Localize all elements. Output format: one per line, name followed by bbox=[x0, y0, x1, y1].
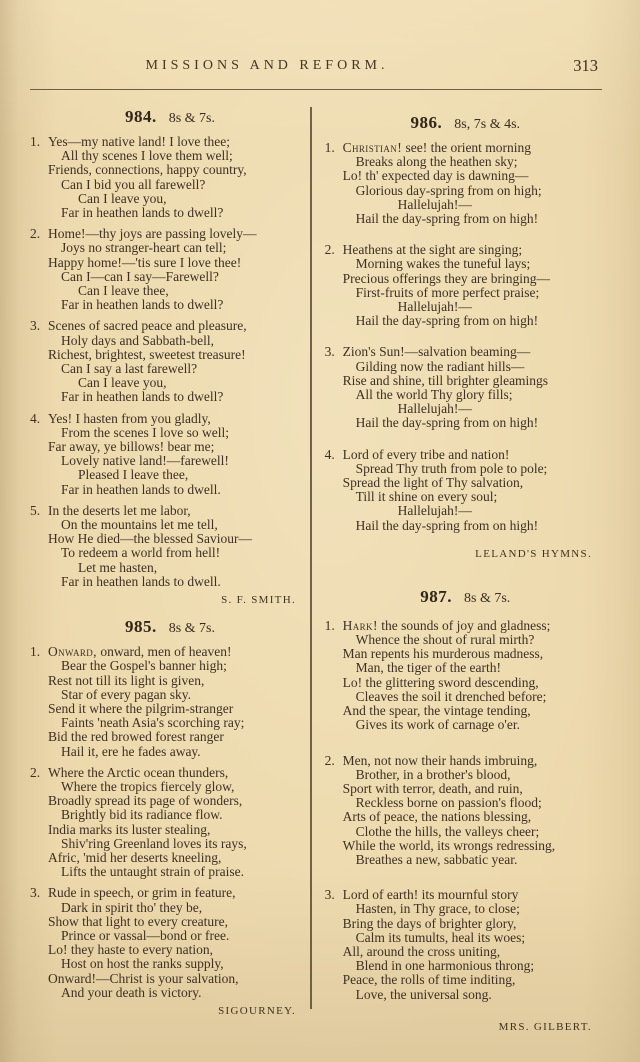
verse-line: How He died—the blessed Saviour— bbox=[48, 531, 252, 547]
verse-line: Onward, onward, men of heaven! bbox=[48, 644, 232, 660]
verse-line: Hail the day-spring from on high! bbox=[355, 415, 539, 431]
verse-line: First-fruits of more perfect praise; bbox=[355, 284, 540, 300]
hymn-number: 985. bbox=[124, 617, 157, 637]
verse-line: Men, not now their hands imbruing, bbox=[342, 752, 538, 768]
verse-line: Glorious day-spring from on high; bbox=[355, 182, 542, 198]
verse-line: Christian! see! the orient morning bbox=[342, 140, 532, 155]
verse-line: Hallelujah!— bbox=[397, 299, 472, 315]
verse-line: Shiv'ring Greenland loves its rays, bbox=[61, 835, 247, 851]
hymn-attribution: S. F. SMITH. bbox=[221, 594, 296, 607]
verse-line: Breathes a new, sabbatic year. bbox=[355, 851, 518, 867]
verse-number: 2. bbox=[30, 764, 41, 780]
hymn-meter: 8s & 7s. bbox=[168, 111, 216, 126]
verse-line: Cleaves the soil it drenched before; bbox=[355, 688, 547, 704]
verse-line: Can I say a last farewell? bbox=[61, 361, 198, 377]
verse-line: Hasten, in Thy grace, to close; bbox=[355, 901, 520, 917]
verse-line: Spread the light of Thy salvation, bbox=[342, 475, 524, 491]
hymn-heading bbox=[30, 612, 310, 639]
verse-number: 2. bbox=[30, 226, 41, 242]
verse-number: 3. bbox=[324, 344, 335, 360]
verse bbox=[325, 141, 606, 226]
verse-line: Friends, connections, happy country, bbox=[48, 162, 247, 178]
verse-line: While the world, its wrongs redressing, bbox=[342, 837, 556, 853]
verse-line: Can I bid you all farewell? bbox=[61, 176, 206, 192]
verse-number: 1. bbox=[30, 134, 41, 149]
verse-number: 4. bbox=[324, 446, 335, 462]
verse-line: Far in heathen lands to dwell? bbox=[61, 205, 224, 221]
verse-line: Far in heathen lands to dwell? bbox=[61, 389, 224, 405]
hymn-meter: 8s, 7s & 4s. bbox=[454, 117, 521, 132]
verse-line: Man, the tiger of the earth! bbox=[355, 660, 502, 676]
verse-number: 5. bbox=[30, 502, 41, 518]
verse-line: Lord of earth! its mournful story bbox=[342, 887, 519, 903]
verse-line: From the scenes I love so well; bbox=[61, 424, 229, 440]
verse-line: Bear the Gospel's banner high; bbox=[61, 658, 227, 674]
verse-line: Rise and shine, till brighter gleamings bbox=[342, 372, 549, 388]
page-number: 313 bbox=[573, 56, 598, 75]
verse-line: Rude in speech, or grim in feature, bbox=[48, 885, 236, 901]
verse-line: Star of every pagan sky. bbox=[61, 686, 191, 702]
verse bbox=[30, 504, 310, 589]
verse-line: Hark! the sounds of joy and gladness; bbox=[342, 617, 551, 633]
hymn-number: 987. bbox=[420, 586, 453, 606]
running-title: MISSIONS AND REFORM. bbox=[145, 58, 389, 73]
verse-line: Send it where the pilgrim-stranger bbox=[48, 700, 234, 716]
verse bbox=[30, 319, 310, 404]
verse-line: All, around the cross uniting, bbox=[342, 943, 501, 959]
verse-lines bbox=[48, 135, 247, 220]
verse-line: In the deserts let me labor, bbox=[48, 502, 191, 518]
verse-line: Love, the universal song. bbox=[355, 986, 492, 1002]
verse bbox=[325, 345, 606, 430]
verse-line: And your death is victory. bbox=[61, 984, 202, 1000]
verse bbox=[30, 412, 310, 497]
verse-line: Whence the shout of rural mirth? bbox=[355, 632, 535, 648]
hymn-attribution: SIGOURNEY. bbox=[218, 1004, 296, 1017]
verse-number: 1. bbox=[324, 140, 335, 155]
hymn-number: 986. bbox=[410, 113, 443, 132]
verse bbox=[325, 888, 606, 1002]
verse-line: Afric, 'mid her deserts kneeling, bbox=[48, 849, 222, 865]
verse-line: Brightly bid its radiance flow. bbox=[61, 807, 223, 823]
hymn-meter: 8s & 7s. bbox=[464, 590, 511, 606]
verse-line: Yes! I hasten from you gladly, bbox=[48, 410, 211, 426]
verse-lines bbox=[343, 345, 548, 430]
verse-line: Lord of every tribe and nation! bbox=[342, 446, 510, 462]
verse-number: 2. bbox=[324, 752, 335, 768]
verse-line: Richest, brightest, sweetest treasure! bbox=[48, 346, 246, 362]
small-caps-word: Hark! bbox=[342, 617, 378, 633]
hymn-heading bbox=[30, 102, 310, 129]
hymn-number: 984. bbox=[124, 107, 157, 126]
verse-line: Rest not till its light is given, bbox=[48, 672, 205, 688]
verse-line: Hail the day-spring from on high! bbox=[355, 517, 539, 533]
verse-lines bbox=[48, 412, 229, 497]
small-caps-word: Onward, bbox=[48, 644, 97, 660]
verse-lines bbox=[48, 645, 244, 759]
verse-line: Far away, ye billows! bear me; bbox=[48, 439, 215, 455]
verse-number: 3. bbox=[30, 318, 41, 334]
verse bbox=[30, 766, 310, 880]
verse-line: Bid the red browed forest ranger bbox=[48, 729, 224, 745]
verse-line: Lovely native land!—farewell! bbox=[61, 453, 229, 469]
verse-lines bbox=[343, 754, 556, 868]
verse-line: Can I leave you, bbox=[78, 190, 167, 206]
verse-lines bbox=[343, 888, 534, 1002]
verse-line: All the world Thy glory fills; bbox=[355, 387, 513, 403]
verse-line: Happy home!—'tis sure I love thee! bbox=[48, 254, 242, 270]
verse bbox=[325, 754, 606, 868]
verse-lines bbox=[48, 227, 256, 312]
verse-line: Far in heathen lands to dwell. bbox=[61, 481, 221, 497]
verse-line: Show that light to every creature, bbox=[48, 913, 228, 929]
verse bbox=[325, 448, 606, 533]
verse-line: Clothe the hills, the valleys cheer; bbox=[355, 823, 540, 839]
verse-line: Hail the day-spring from on high! bbox=[355, 313, 539, 329]
verse-line: And the spear, the vintage tending, bbox=[342, 703, 531, 719]
verse-lines bbox=[343, 448, 548, 533]
verse-line: Lo! th' expected day is dawning— bbox=[342, 168, 529, 184]
verse-line: Can I—can I say—Farewell? bbox=[61, 268, 219, 284]
verse-line: Lifts the untaught strain of praise. bbox=[61, 864, 244, 880]
verse-line: Joys no stranger-heart can tell; bbox=[61, 240, 227, 256]
verse bbox=[30, 227, 310, 312]
verse-line: Prince or vassal—bond or free. bbox=[61, 927, 230, 943]
verse bbox=[30, 886, 310, 1000]
verse-line: Where the Arctic ocean thunders, bbox=[48, 764, 229, 780]
verse-line: Far in heathen lands to dwell. bbox=[61, 573, 221, 589]
hymn-987 bbox=[325, 582, 606, 1033]
header-rule bbox=[30, 89, 602, 90]
verse-line: Blend in one harmonious throng; bbox=[355, 958, 535, 974]
column-divider bbox=[310, 107, 312, 1009]
verse-line: Heathens at the sight are singing; bbox=[342, 242, 523, 258]
verse bbox=[325, 243, 606, 328]
hymn-meter: 8s & 7s. bbox=[168, 621, 216, 637]
verse-line: Hallelujah!— bbox=[397, 401, 472, 417]
verse-line: Broadly spread its page of wonders, bbox=[48, 793, 243, 809]
verse-line: Can I leave you, bbox=[78, 375, 167, 391]
verse-line: Holy days and Sabbath-bell, bbox=[61, 332, 214, 348]
verse-line: Sport with terror, death, and ruin, bbox=[342, 780, 523, 796]
verse-number: 1. bbox=[324, 617, 335, 633]
verse-line: Reckless borne on passion's flood; bbox=[355, 795, 542, 811]
hymn-attribution: LELAND'S HYMNS. bbox=[475, 547, 592, 560]
verse bbox=[30, 645, 310, 759]
verse-line: To redeem a world from hell! bbox=[61, 545, 221, 561]
hymn-984 bbox=[30, 102, 310, 606]
verse-line: Hallelujah!— bbox=[397, 196, 472, 212]
verse-line: Arts of peace, the nations blessing, bbox=[342, 809, 532, 825]
verse-line: All thy scenes I love them well; bbox=[61, 148, 233, 164]
verse-line: Precious offerings they are bringing— bbox=[342, 270, 551, 286]
verse-number: 1. bbox=[30, 644, 41, 660]
verse-line: India marks its luster stealing, bbox=[48, 821, 211, 837]
verse-lines bbox=[48, 766, 247, 880]
verse-line: Peace, the rolls of time inditing, bbox=[342, 972, 516, 988]
verse-line: Man repents his murderous madness, bbox=[342, 646, 544, 662]
verse-line: Lo! the glittering sword descending, bbox=[342, 674, 539, 690]
verse-line: Scenes of sacred peace and pleasure, bbox=[48, 318, 247, 334]
verse-line: Lo! they haste to every nation, bbox=[48, 942, 213, 958]
verse-line: Dark in spirit tho' they be, bbox=[61, 899, 203, 915]
verse-line: Hallelujah!— bbox=[397, 503, 472, 519]
verse-line: Host on host the ranks supply, bbox=[61, 956, 224, 972]
verse-lines bbox=[48, 319, 247, 404]
verse-line: Faints 'neath Asia's scorching ray; bbox=[61, 715, 245, 731]
verse-line: Yes—my native land! I love thee; bbox=[48, 134, 230, 149]
verse-line: Zion's Sun!—salvation beaming— bbox=[342, 344, 531, 360]
verse-line: Morning wakes the tuneful lays; bbox=[355, 256, 531, 272]
verse-lines bbox=[48, 886, 238, 1000]
verse-number: 2. bbox=[324, 242, 335, 258]
verse-line: Home!—thy joys are passing lovely— bbox=[48, 226, 257, 242]
verse-lines bbox=[343, 243, 550, 328]
verse-line: Bring the days of brighter glory, bbox=[342, 915, 517, 931]
verse-lines bbox=[343, 619, 551, 733]
hymn-985 bbox=[30, 612, 310, 1017]
page-header bbox=[30, 58, 600, 80]
verse-line: Breaks along the heathen sky; bbox=[355, 154, 518, 170]
verse-line: Gives its work of carnage o'er. bbox=[355, 717, 520, 733]
verse-line: Where the tropics fiercely glow, bbox=[61, 778, 235, 794]
verse-number: 3. bbox=[324, 887, 335, 903]
text-columns bbox=[0, 90, 640, 1036]
verse-line: Hail the day-spring from on high! bbox=[355, 211, 539, 227]
left-column bbox=[30, 99, 310, 1020]
verse-lines bbox=[343, 141, 542, 226]
right-column bbox=[312, 99, 606, 1036]
verse-line: Calm its tumults, heal its woes; bbox=[355, 929, 526, 945]
hymn-heading bbox=[325, 108, 606, 135]
verse-number: 3. bbox=[30, 885, 41, 901]
verse-number: 4. bbox=[30, 410, 41, 426]
verse bbox=[325, 619, 606, 733]
verse-line: Brother, in a brother's blood, bbox=[355, 766, 511, 782]
verse-line: Let me hasten, bbox=[78, 559, 158, 575]
verse-line: Till it shine on every soul; bbox=[355, 489, 498, 505]
verse-line: On the mountains let me tell, bbox=[61, 517, 218, 533]
verse-lines bbox=[48, 504, 252, 589]
verse-line: Pleased I leave thee, bbox=[78, 467, 189, 483]
verse-line: Can I leave thee, bbox=[78, 283, 169, 299]
verse bbox=[30, 135, 310, 220]
hymn-986 bbox=[325, 108, 606, 560]
hymn-attribution: MRS. GILBERT. bbox=[498, 1020, 592, 1033]
verse-line: Hail it, ere he fades away. bbox=[61, 743, 201, 759]
verse-line: Gilding now the radiant hills— bbox=[355, 358, 525, 374]
verse-line: Far in heathen lands to dwell? bbox=[61, 297, 224, 313]
verse-line: Spread Thy truth from pole to pole; bbox=[355, 460, 548, 476]
verse-line: Onward!—Christ is your salvation, bbox=[48, 970, 239, 986]
hymn-heading bbox=[325, 582, 606, 609]
small-caps-word: Christian! bbox=[342, 140, 403, 155]
